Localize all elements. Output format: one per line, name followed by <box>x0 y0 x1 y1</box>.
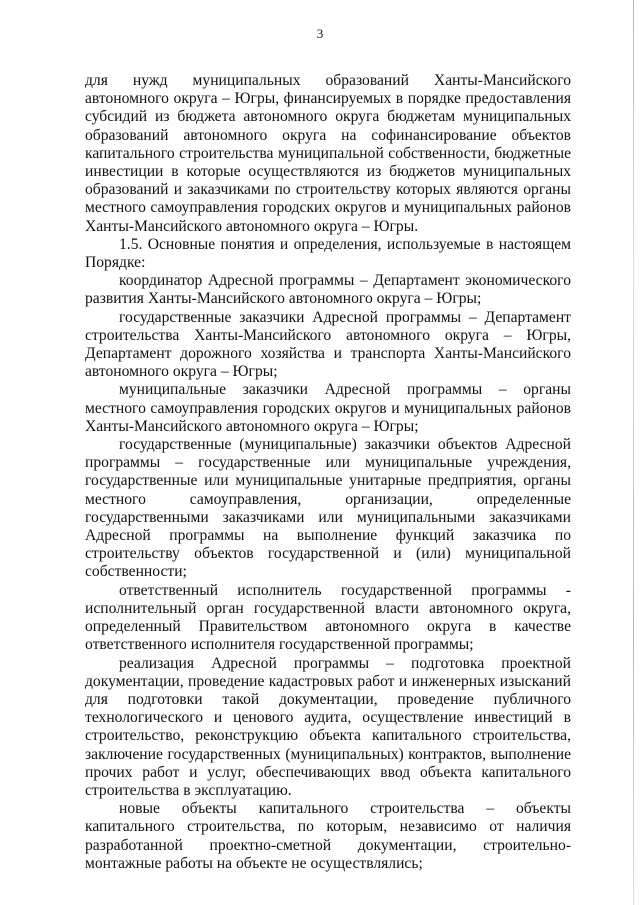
paragraph-definition-implementation: реализация Адресной программы – подготовка проектной документации, проведение кадастровых работ и инженерных изысканий для подготовки такой документации, проведение публичного технологического и ценового аудита, осуществление инвестиций в строительство, реконструкцию объекта капитального строительства, заключение государственных (муниципальных) контрактов, выполнение прочих работ и услуг, обеспечивающих ввод объекта капитального строительства в эксплуатацию. <box>85 654 571 799</box>
page-edge <box>633 0 634 905</box>
paragraph-definition-municipal-customers: муниципальные заказчики Адресной программы – органы местного самоуправления городских округов и муниципальных районов Ханты-Мансийского автономного округа – Югры; <box>85 381 571 435</box>
paragraph-continuation: для нужд муниципальных образований Ханты-Мансийского автономного округа – Югры, финансируемых в порядке предоставления субсидий из бюджета автономного округа бюджетам муниципальных образований автономного округа на софинансирование объектов капитального строительства муниципальной собственности, бюджетные инвестиции в которые осуществляются из бюджетов муниципальных образований и заказчиками по строительству которых являются органы местного самоуправления городских округов и муниципальных районов Ханты-Мансийского автономного округа – Югры. <box>85 72 571 235</box>
document-body <box>85 72 571 873</box>
paragraph-section-1-5: 1.5. Основные понятия и определения, используемые в настоящем Порядке: <box>85 235 571 272</box>
paragraph-definition-responsible-executor: ответственный исполнитель государственной программы - исполнительный орган государственной власти автономного округа, определенный Правительством автономного округа в качестве ответственного исполнителя государственной программы; <box>85 581 571 654</box>
paragraph-definition-state-customers: государственные заказчики Адресной программы – Департамент строительства Ханты-Мансийского автономного округа – Югры, Департамент дорожного хозяйства и транспорта Ханты-Мансийского автономного округа – Югры; <box>85 308 571 381</box>
paragraph-definition-coordinator: координатор Адресной программы – Департамент экономического развития Ханты-Мансийского автономного округа – Югры; <box>85 272 571 308</box>
page-number: 3 <box>316 26 324 41</box>
paragraph-definition-new-objects: новые объекты капитального строительства – объекты капитального строительства, по которым, независимо от наличия разработанной проектно-сметной документации, строительно-монтажные работы на объекте не осуществлялись; <box>85 800 571 872</box>
paragraph-definition-object-customers: государственные (муниципальные) заказчики объектов Адресной программы – государственные или муниципальные учреждения, государственные или муниципальные унитарные предприятия, органы местного самоуправления, организации, определенные государственными заказчиками или муниципальными заказчиками Адресной программы на выполнение функций заказчика по строительству объектов государственной и (или) муниципальной собственности; <box>85 436 571 581</box>
